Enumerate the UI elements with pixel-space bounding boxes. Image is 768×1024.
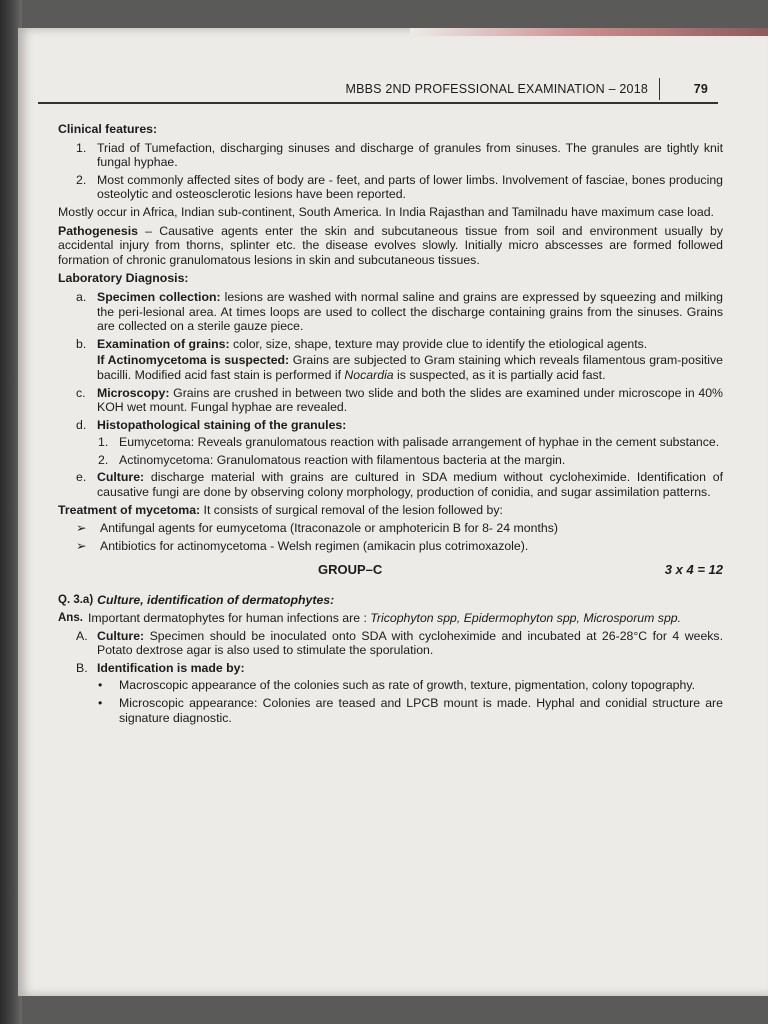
item-marker: 1. [98,435,109,450]
item-marker: 1. [76,140,87,155]
actinomycetoma-text: Grains are subjected to Gram staining which reveals filamentous gram-positive bacilli. Modified acid fast stain is performed if [97,353,723,382]
nocardia-term: Nocardia [344,367,394,382]
examination-label: Examination of grains: [97,336,230,351]
lab-item-c [58,386,723,415]
histopathology-label: Histopathological staining of the granules: [97,417,347,432]
header-title: MBBS 2ND PROFESSIONAL EXAMINATION – 2018 [345,82,648,96]
answer-item-b [58,661,723,676]
question-row [58,593,723,608]
item-marker: c. [76,385,86,400]
pathogenesis-text: – Causative agents enter the skin and subcutaneous tissue from soil and environment usually by accidental injury from thorns, splinter etc. the disease evolves slowly. Initially micro abscesses are formed followed formation of chronic granulomatous lesions in skin and subcutaneous tissues. [58,223,723,267]
treatment-item-1 [58,521,723,536]
examination-text: color, size, shape, texture may provide clue to identify the etiological agents. [229,336,648,351]
pathogenesis-label: Pathogenesis [58,223,138,238]
treatment-item-2 [58,539,723,554]
item-marker: B. [76,660,88,675]
clinical-features-heading: Clinical features: [58,122,158,136]
dermatophyte-species: Tricophyton spp, Epidermophyton spp, Microsporum spp. [370,611,682,626]
lab-item-a [58,290,723,334]
histopathology-item-2 [58,453,723,468]
identification-item-2 [58,696,723,725]
culture-heading: Culture: [97,628,145,643]
actinomycetoma-text-end: is suspected, as it is partially acid fast. [393,367,606,382]
book-page [18,28,768,996]
arrow-bullet-icon: ➢ [76,521,87,536]
culture-description: Specimen should be inoculated onto SDA with cycloheximide and incubated at 26-28°C for 4 weeks. Potato dextrose agar is also used to stimulate the sporulation. [97,628,723,658]
microscopy-text: Grains are crushed in between two slide and both the slides are examined under microscope in 40% KOH wet mount. Fungal hyphae are revealed. [97,385,723,415]
identification-item-1 [58,678,723,693]
question-label: Q. 3.a) [58,594,94,607]
occurrence-paragraph: Mostly occur in Africa, Indian sub-continent, South America. In India Rajasthan and Tamilnadu have maximum case load. [58,204,714,219]
item-text: Antifungal agents for eumycetoma (Itraconazole or amphotericin B for 8- 24 months) [100,521,558,536]
question-text: Culture, identification of dermatophytes: [97,593,335,608]
clinical-item-2 [58,173,723,202]
treatment-text: It consists of surgical removal of the lesion followed by: [200,502,503,517]
item-text: Microscopic appearance: Colonies are teased and LPCB mount is made. Hyphal and conidial structure are signature diagnostic. [119,696,723,725]
specimen-collection-text: lesions are washed with normal saline and grains are expressed by squeezing and milking the peri-lesional area. At times loops are used to collect the discharge containing grains from the sinuses. Grains are collected on a sterile gauze piece. [97,289,724,334]
item-marker: d. [76,417,87,432]
lab-item-b [58,337,723,383]
treatment-paragraph [58,503,723,518]
item-marker: b. [76,336,87,351]
item-text: Actinomycetoma: Granulomatous reaction with filamentous bacteria at the margin. [119,452,566,467]
microscopy-label: Microscopy: [97,385,170,400]
answer-item-a [58,629,723,658]
group-marks: 3 x 4 = 12 [664,562,723,578]
histopathology-item-1 [58,435,723,450]
item-marker: e. [76,470,87,485]
item-text: Macroscopic appearance of the colonies such as rate of growth, texture, pigmentation, colony topography. [119,678,696,693]
item-text: Most commonly affected sites of body are - feet, and parts of lower limbs. Involvement of fasciae, bones producing osteolytic and osteosclerotic lesions have been reported. [97,172,723,202]
pathogenesis-paragraph [58,224,723,268]
item-marker: 2. [76,172,87,187]
item-marker: A. [76,628,88,643]
bullet-icon: • [98,696,103,710]
arrow-bullet-icon: ➢ [76,538,87,553]
culture-text: discharge material with grains are cultured in SDA medium without cycloheximide. Identification of causative fungi are done by observing colony morphology, production of conidia, and sugar assimilation patterns. [97,470,723,500]
item-marker: 2. [98,452,109,467]
item-text: Antibiotics for actinomycetoma - Welsh regimen (amikacin plus cotrimoxazole). [100,538,529,553]
answer-row [58,611,723,626]
bullet-icon: • [98,678,103,693]
culture-label: Culture: [97,470,145,485]
answer-label: Ans. [58,612,83,625]
item-text: Triad of Tumefaction, discharging sinuses and discharge of granules from sinuses. The granules are tightly knit fungal hyphae. [97,140,723,170]
page-top-edge [410,28,768,36]
group-title: GROUP–C [318,562,383,578]
actinomycetoma-label: If Actinomycetoma is suspected: [97,353,290,368]
running-header [38,76,718,104]
header-separator [659,78,660,100]
lab-item-e [58,470,723,499]
treatment-label: Treatment of mycetoma: [58,502,201,517]
answer-text: Important dermatophytes for human infections are : [88,611,371,626]
item-text: Eumycetoma: Reveals granulomatous reaction with palisade arrangement of hyphae in the cement substance. [119,435,720,450]
lab-item-d [58,418,723,433]
lab-diagnosis-heading: Laboratory Diagnosis: [58,271,189,286]
identification-heading: Identification is made by: [97,660,245,675]
page-content [58,120,723,728]
actinomycetoma-note [97,353,723,382]
page-number: 79 [693,82,708,96]
item-marker: a. [76,289,87,304]
group-heading-row [58,559,723,585]
clinical-item-1 [58,141,723,170]
specimen-collection-label: Specimen collection: [97,289,221,304]
